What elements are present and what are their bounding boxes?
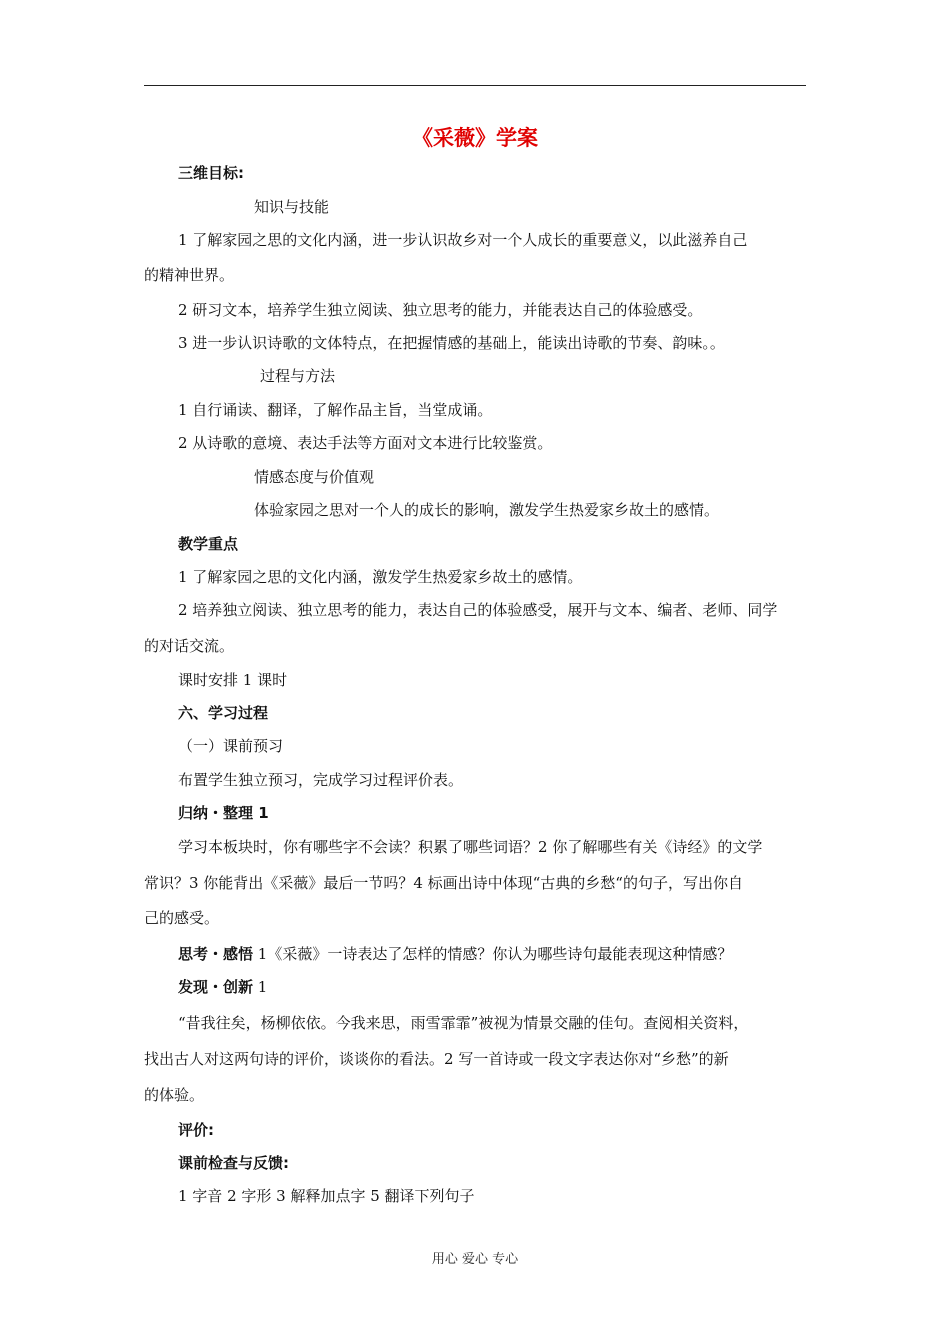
focus-item-2b: 的对话交流。	[144, 637, 235, 655]
emotion-heading: 情感态度与价值观	[254, 468, 375, 486]
knowledge-item-2: 2 研习文本，培养学生独立阅读、独立思考的能力，并能表达自己的体验感受。	[178, 301, 703, 319]
knowledge-item-1b: 的精神世界。	[144, 266, 235, 284]
focus-heading: 教学重点	[178, 535, 239, 553]
process-heading: 过程与方法	[260, 367, 336, 385]
think-line	[178, 944, 732, 964]
preview-heading: （一）课前预习	[178, 737, 284, 755]
discover-number: 1	[253, 978, 268, 996]
think-heading: 思考・感悟	[178, 945, 254, 963]
discover-line-c: 的体验。	[144, 1086, 205, 1104]
discover-line-a: “昔我往矣，杨柳依依。今我来思，雨雪霏霏”被视为情景交融的佳句。查阅相关资料，	[178, 1014, 749, 1032]
preview-text: 布置学生独立预习，完成学习过程评价表。	[178, 771, 464, 789]
schedule-text: 课时安排 1 课时	[178, 671, 288, 689]
knowledge-item-1a: 1 了解家园之思的文化内涵，进一步认识故乡对一个人成长的重要意义，以此滋养自己	[178, 231, 748, 249]
think-text: 1《采薇》一诗表达了怎样的情感？你认为哪些诗句最能表现这种情感？	[253, 945, 733, 963]
discover-line-b: 找出古人对这两句诗的评价，谈谈你的看法。2 写一首诗或一段文字表达你对“乡愁”的新	[144, 1050, 729, 1068]
goals-heading: 三维目标:	[178, 164, 244, 182]
emotion-text: 体验家园之思对一个人的成长的影响，激发学生热爱家乡故土的感情。	[254, 501, 720, 519]
check-heading: 课前检查与反馈:	[178, 1154, 289, 1172]
knowledge-item-3: 3 进一步认识诗歌的文体特点，在把握情感的基础上，能读出诗歌的节奏、韵味。。	[178, 334, 725, 352]
document-title: 《采薇》学案	[412, 126, 538, 150]
knowledge-heading: 知识与技能	[254, 198, 330, 216]
discover-line	[178, 977, 267, 997]
process-section-heading: 六、学习过程	[178, 704, 269, 722]
page-footer: 用心 爱心 专心	[431, 1252, 519, 1267]
eval-heading: 评价:	[178, 1121, 214, 1139]
discover-heading: 发现・创新	[178, 978, 254, 996]
summary-line-c: 己的感受。	[144, 909, 220, 927]
process-item-2: 2 从诗歌的意境、表达手法等方面对文本进行比较鉴赏。	[178, 434, 553, 452]
focus-item-2a: 2 培养独立阅读、独立思考的能力，表达自己的体验感受，展开与文本、编者、老师、同学	[178, 601, 778, 619]
summary-line-b: 常识？3 你能背出《采薇》最后一节吗？4 标画出诗中体现“古典的乡愁“的句子，写出你自	[144, 874, 743, 892]
summary-heading: 归纳・整理 1	[178, 804, 269, 822]
process-item-1: 1 自行诵读、翻译，了解作品主旨，当堂成诵。	[178, 401, 493, 419]
check-text: 1 字音 2 字形 3 解释加点字 5 翻译下列句子	[178, 1187, 475, 1205]
focus-item-1: 1 了解家园之思的文化内涵，激发学生热爱家乡故土的感情。	[178, 568, 583, 586]
header-rule	[144, 85, 806, 86]
summary-line-a: 学习本板块时，你有哪些字不会读？积累了哪些词语？2 你了解哪些有关《诗经》的文学	[178, 838, 763, 856]
